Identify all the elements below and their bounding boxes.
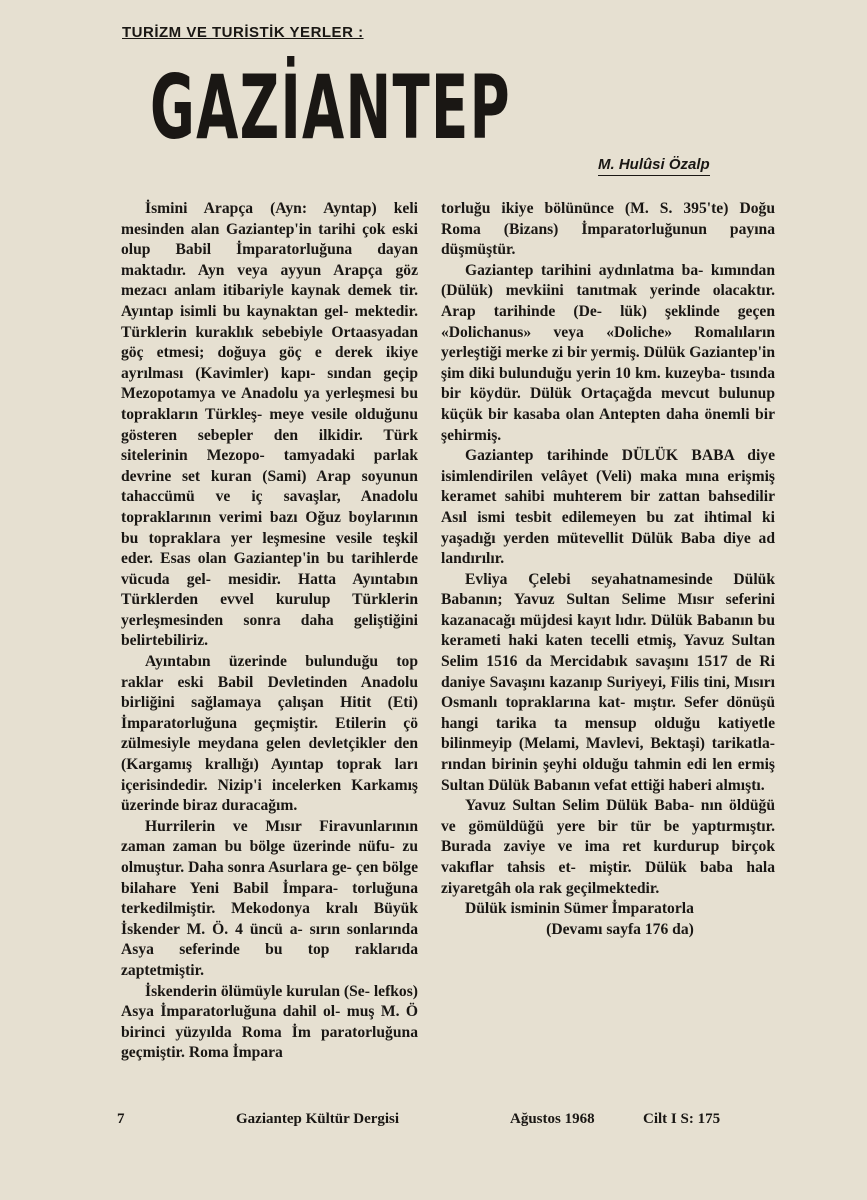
article-paragraph: (Devamı sayfa 176 da) bbox=[546, 920, 694, 938]
title-letter: G bbox=[150, 56, 195, 159]
article-column-left bbox=[121, 199, 418, 1064]
title-letter: N bbox=[345, 56, 392, 159]
article-paragraph: Ayıntabın üzerinde bulunduğu top raklar eski Babil Devletinden Anadolu birliğini sağlamaya çalışan Hitit (Eti) İmparatorluğuna geçmiştir. Etilerin çö zülmesiyle meydana gelen devletçikler den (Kargamış krallığı) Ayıntap toprak ları içerisindedir. Nizip'i incelerken Karkamış üzerinde biraz duracağım. bbox=[121, 653, 418, 815]
page-number: 7 bbox=[117, 1111, 125, 1127]
issue-date: Ağustos 1968 bbox=[510, 1111, 595, 1127]
section-label: TURİZM VE TURİSTİK YERLER : bbox=[122, 24, 364, 41]
article-paragraph: torluğu ikiye bölününce (M. S. 395'te) Doğu Roma (Bizans) İmparatorluğunun payına düşmüştür. bbox=[441, 200, 775, 259]
article-paragraph: İsmini Arapça (Ayn: Ayntap) keli mesinden alan Gaziantep'in tarihi çok eski olup Babil İmparatorluğuna dayan maktadır. Ayn veya ayyun Arapça göz mezacı anlam itibariyle kaynak demek tir. Ayıntap isimli bu kaynaktan gel- mektedir. Türklerin kuraklık sebebiyle Ortaasyadan göç etmesi; doğuya göç e derek ikiye ayrılması (Kavimler) kapı- sından geçip Mezopotamya ve Anadolu ya yerleşmesi bu toprakların Türkleş- meye vesile olduğunu gösteren sebepler den ilkidir. Türk sitelerinin Mezopo- tamyadaki parlak devrine set kuran (Sami) Arap soyunun tahaccümü ve iç savaşlar, Anadolu topraklarının verimi bazı Oğuz boylarının bu topraklara yer leşmesine vesile teşkil eder. Esas olan Gaziantep'in bu tarihlerde vücuda gel- mesidir. Hatta Ayıntabın Türklerden evvel kurulup Türklerin yerleşmesinden sonra daha geliştiğini belirtebiliriz. bbox=[121, 200, 418, 650]
article-column-right bbox=[441, 199, 775, 940]
title-letter: T bbox=[392, 56, 430, 159]
page-footer bbox=[0, 1111, 867, 1133]
article-paragraph: Hurrilerin ve Mısır Firavunlarının zaman zaman bu bölge üzerinde nüfu- zu olmuştur. Daha sonra Asurlara ge- çen bölge bilahare Yeni Babil İmpara- torluğuna terkedilmiştir. Mekodonya kralı Büyük İskender M. Ö. 4 üncü a- sırın sonlarında Asya seferinde bu top raklarıda zaptetmiştir. bbox=[121, 817, 418, 979]
title-letter: E bbox=[431, 56, 469, 159]
page-title bbox=[150, 58, 510, 158]
title-letter: İ bbox=[280, 56, 301, 159]
magazine-name: Gaziantep Kültür Dergisi bbox=[236, 1111, 400, 1127]
title-letter: A bbox=[302, 56, 345, 159]
article-paragraph: İskenderin ölümüyle kurulan (Se- lefkos) Asya İmparatorluğuna dahil ol- muş M. Ö birinci yüzyılda Roma İm paratorluğuna geçmiştir. Roma İmpara bbox=[121, 982, 418, 1062]
article-paragraph: Yavuz Sultan Selim Dülük Baba- nın öldüğü ve gömüldüğü yere bir tür be yaptırmıştır. Burada zaviye ve ima ret kurdurup birçok vakıflar tahsis et- miştir. Dülük baba hala ziyaretgâh ola rak geçilmektedir. bbox=[441, 797, 775, 897]
article-paragraph: Evliya Çelebi seyahatnamesinde Dülük Babanın; Yavuz Sultan Selime Mısır seferini kazanacağı müjdesi kayıt lıdır. Dülük Babanın bu kerameti haki katen tecelli etmiş, Yavuz Sultan Selim 1516 da Mercidabık savaşını 1517 de Ri daniye Savaşını kazanıp Suriyeyi, Filis tini, Mısırı Osmanlı topraklarına kat- mıştır. Sefer dönüşü hangi tarika ta mensup olduğu katiyetle bilinmeyip (Melami, Mavlevi, Bektaşi) tarikatla- rından birinin şeyhi olduğu tahmin edi len ermiş Sultan Dülük Babanın vefat ettiği haberi almıştı. bbox=[441, 570, 775, 794]
author-byline: M. Hulûsi Özalp bbox=[598, 156, 710, 176]
title-letter: Z bbox=[239, 56, 280, 159]
title-letter: A bbox=[196, 56, 239, 159]
issue-volume: Cilt I S: 175 bbox=[643, 1111, 721, 1127]
article-paragraph: Dülük isminin Sümer İmparatorla bbox=[465, 900, 694, 918]
article-paragraph: Gaziantep tarihini aydınlatma ba- kımından (Dülük) mevkiini tanıtmak yerinde olacaktır. Arap tarihinde (De- lük) şeklinde geçen «Dolichanus» veya «Doliche» Romalıların yerleştiği merke zi bir yermiş. Dülük Gaziantep'in şim diki bulunduğu yerin 10 km. kuzeyba- tısında bir köydür. Dülük Ortaçağda mevcut bulunup küçük bir kasaba olan Antepten daha önemli bir şehirmiş. bbox=[441, 261, 775, 444]
title-letter: P bbox=[469, 56, 510, 159]
article-paragraph: Gaziantep tarihinde DÜLÜK BABA diye isimlendirilen velâyet (Veli) maka mına erişmiş keramet sahibi muhterem bir zattan bahsedilir Asıl ismi tesbit edilemeyen bu zat ihtimal ki yaşadığı yerden mütevellit Dülük Baba diye ad landırılır. bbox=[441, 447, 775, 568]
